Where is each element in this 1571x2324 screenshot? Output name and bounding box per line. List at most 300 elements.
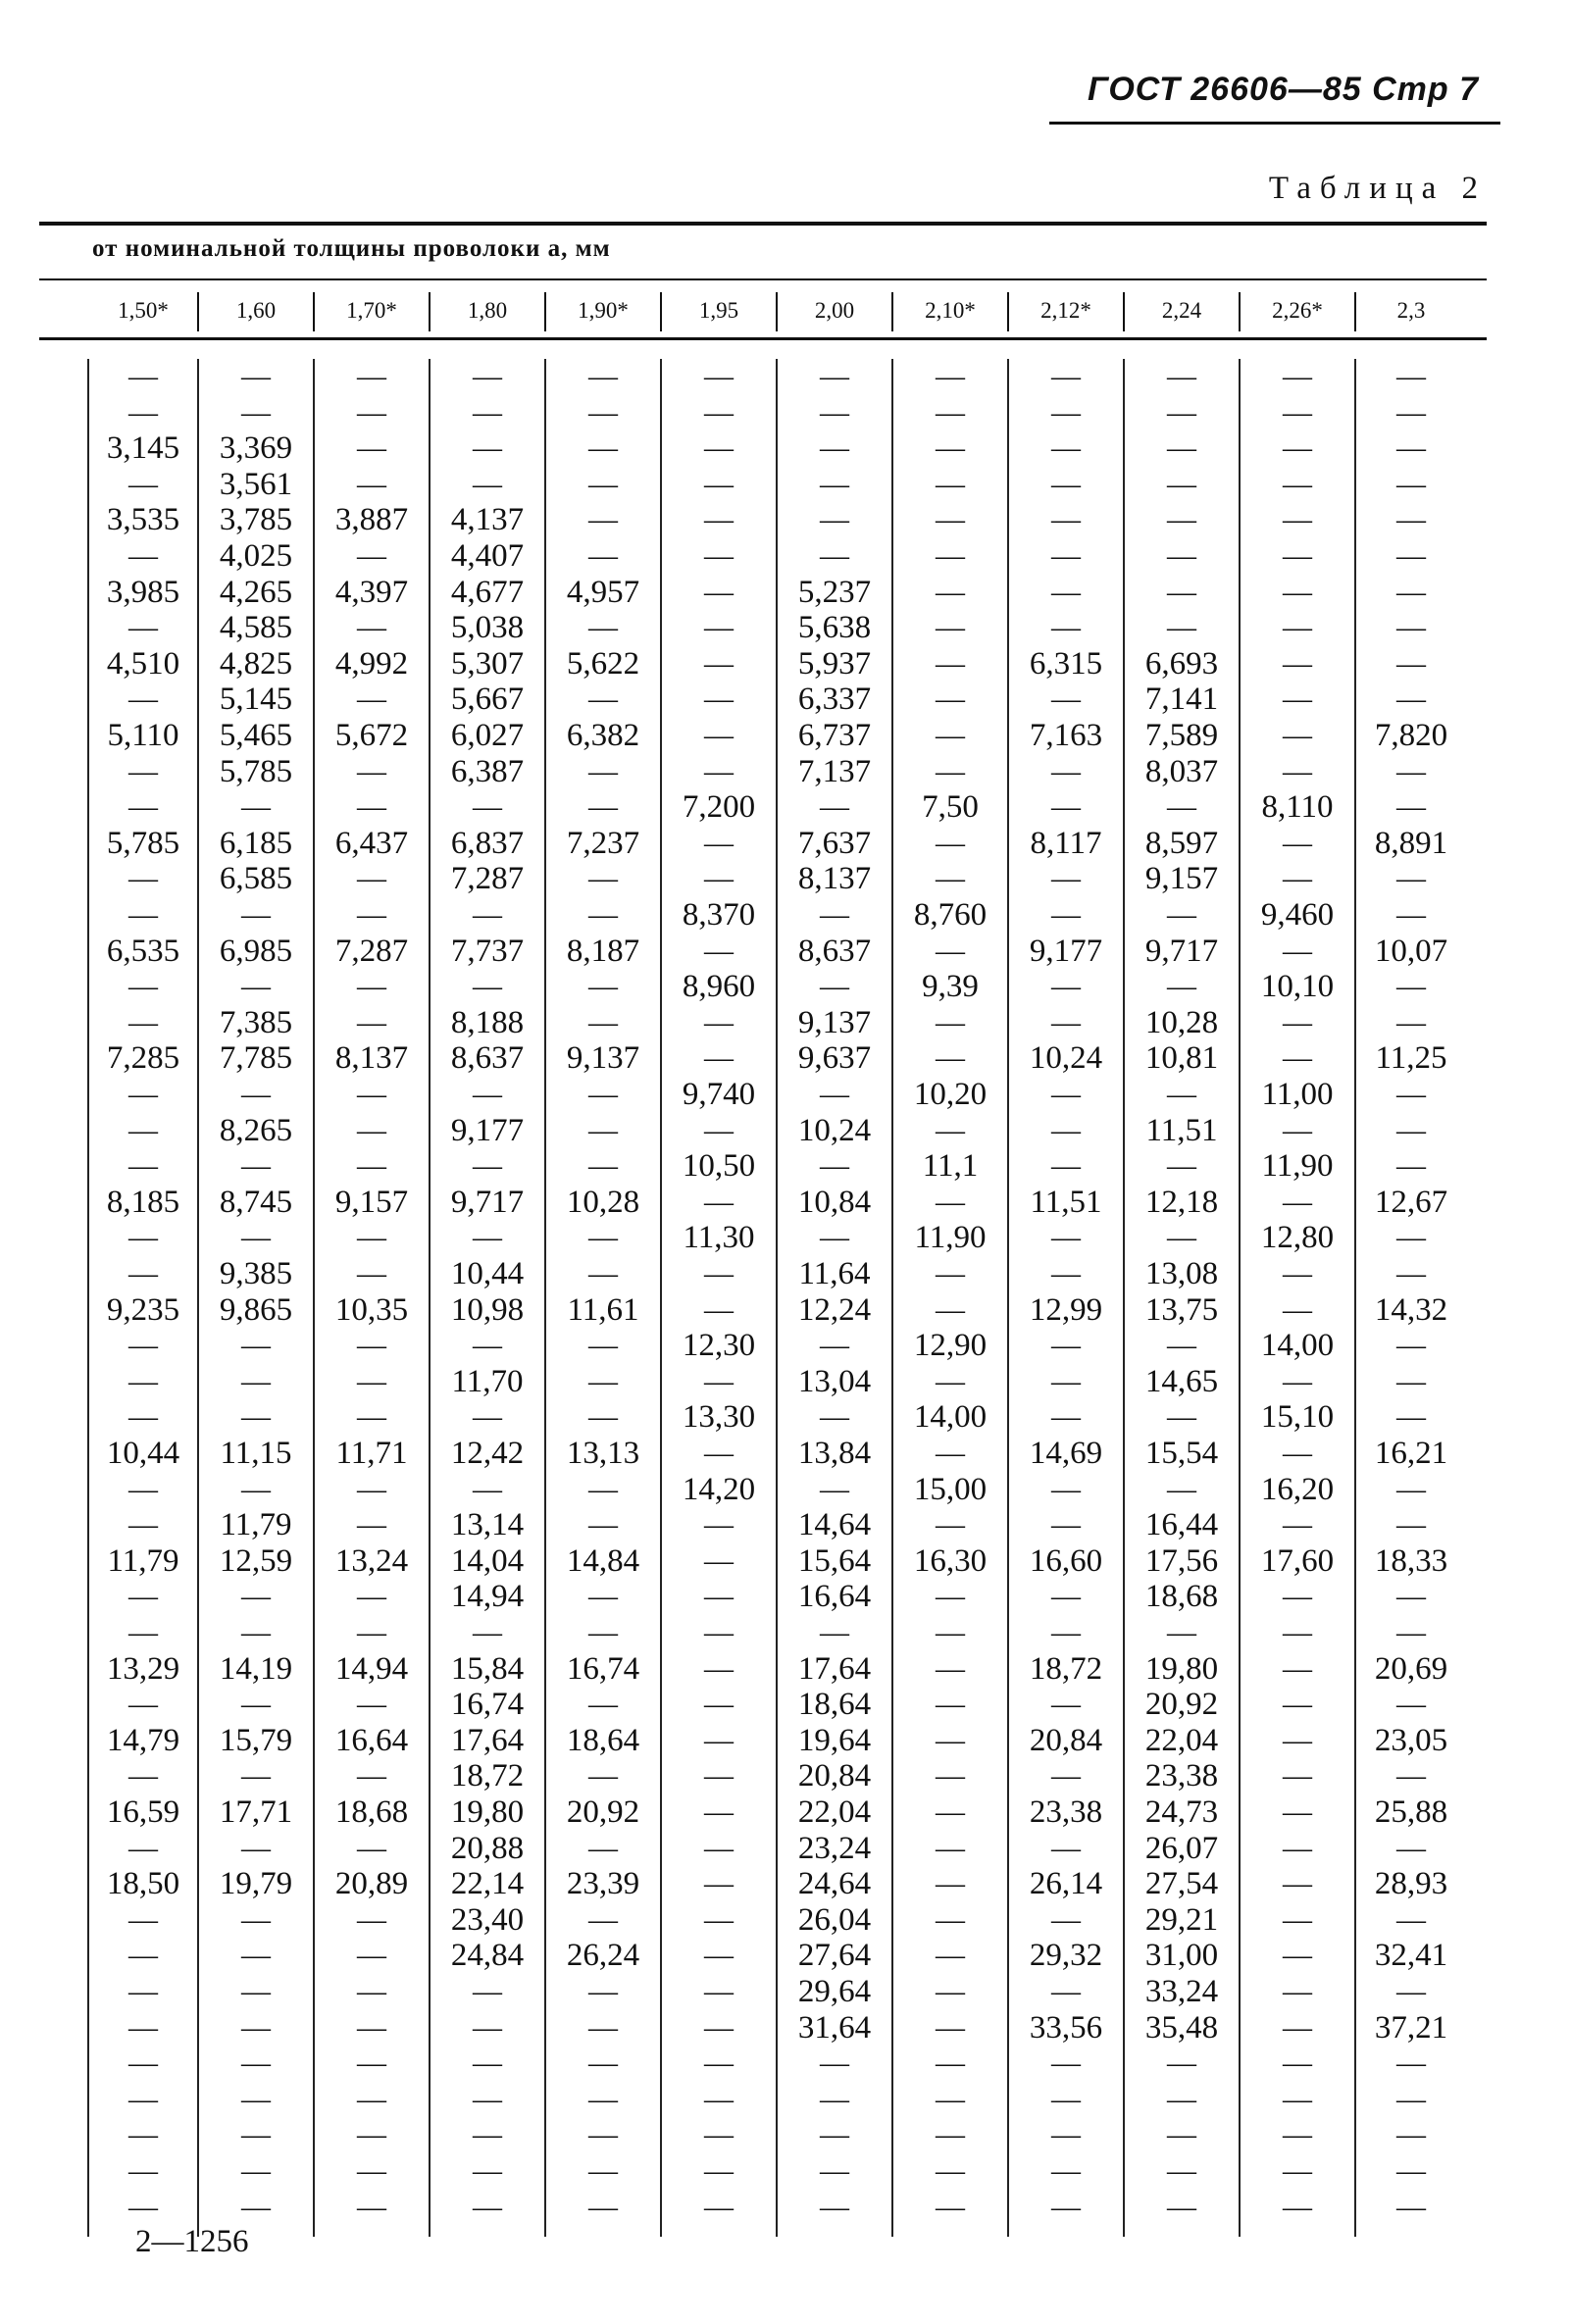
table-cell-empty: — — [1283, 611, 1312, 644]
table-cell-empty: — — [704, 467, 734, 500]
table-cell-empty: — — [588, 1400, 618, 1434]
table-cell: 6,437 — [334, 825, 409, 861]
table-cell: 26,04 — [797, 1901, 872, 1938]
table-cell-empty: — — [588, 682, 618, 716]
table-cell: 7,737 — [450, 933, 525, 969]
table-cell-empty: — — [1167, 2154, 1196, 2187]
table-cell-empty: — — [1396, 2154, 1426, 2187]
table-cell-empty: — — [1396, 1221, 1426, 1254]
table-cell-empty: — — [357, 467, 386, 500]
table-cell: 10,44 — [450, 1256, 525, 1291]
table-cell-empty: — — [1283, 2010, 1312, 2044]
table-cell-empty: — — [241, 1902, 271, 1936]
table-cell-empty: — — [1283, 1831, 1312, 1864]
table-cell-empty: — — [1051, 1400, 1081, 1434]
table-cell-empty: — — [1396, 395, 1426, 429]
table-cell: 19,79 — [219, 1866, 293, 1902]
table-cell-empty: — — [357, 862, 386, 895]
table-cell-empty: — — [588, 1472, 618, 1505]
table-cell-empty: — — [936, 1005, 965, 1038]
table-cell: 16,60 — [1029, 1542, 1103, 1579]
table-cell-empty: — — [357, 1364, 386, 1397]
table-cell: 16,21 — [1374, 1436, 1448, 1471]
table-cell: 5,110 — [107, 718, 179, 753]
table-cell: 24,73 — [1144, 1794, 1219, 1830]
table-cell-empty: — — [241, 1400, 271, 1434]
table-cell-empty: — — [1051, 1831, 1081, 1864]
column-header: 1,90* — [578, 298, 629, 323]
column-header: 1,60 — [235, 298, 277, 323]
table-cell-empty: — — [357, 1508, 386, 1541]
column-header: 2,3 — [1396, 298, 1426, 323]
table-cell-empty: — — [357, 1939, 386, 1972]
table-cell-empty: — — [1051, 1975, 1081, 2007]
table-cell-empty: — — [241, 1831, 271, 1864]
table-cell-empty: — — [704, 1437, 734, 1469]
table-cell-empty: — — [1051, 1078, 1081, 1110]
table-cell-empty: — — [357, 1616, 386, 1648]
table-column — [777, 359, 892, 2222]
table-cell-empty: — — [128, 2010, 158, 2044]
table-cell-empty: — — [588, 862, 618, 895]
table-cell-empty: — — [241, 1939, 271, 1972]
table-cell-empty: — — [357, 431, 386, 465]
table-cell: 6,585 — [219, 861, 293, 897]
table-cell-empty: — — [1283, 862, 1312, 895]
table-cell-empty: — — [1167, 790, 1196, 824]
table-cell-empty: — — [704, 1723, 734, 1756]
table-cell-empty: — — [1396, 862, 1426, 895]
table-cell-empty: — — [473, 1975, 502, 2007]
table-column — [430, 359, 545, 2222]
table-cell-empty: — — [936, 2082, 965, 2115]
table-cell-empty: — — [128, 467, 158, 500]
table-cell-empty: — — [704, 1867, 734, 1900]
table-cell: 9,137 — [797, 1004, 872, 1040]
table-cell: 20,92 — [1144, 1687, 1219, 1723]
table-cell-empty: — — [1051, 1005, 1081, 1038]
table-cell: 18,64 — [566, 1722, 640, 1758]
table-cell-empty: — — [588, 467, 618, 500]
table-cell: 8,960 — [682, 969, 756, 1005]
table-cell: 3,561 — [219, 466, 293, 502]
column-header: 2,26* — [1272, 298, 1323, 323]
table-cell-empty: — — [473, 1078, 502, 1110]
table-cell: 29,64 — [797, 1974, 872, 2009]
table-cell-empty: — — [936, 539, 965, 572]
table-cell-empty: — — [1283, 719, 1312, 751]
table-cell: 19,80 — [1144, 1650, 1219, 1687]
table-cell: 18,33 — [1374, 1542, 1448, 1579]
table-cell-empty: — — [1396, 1580, 1426, 1613]
table-cell: 5,667 — [450, 682, 525, 718]
table-cell: 8,188 — [450, 1004, 525, 1040]
table-cell: 17,71 — [219, 1794, 293, 1830]
table-cell: 9,385 — [219, 1256, 293, 1291]
table-cell: 20,92 — [566, 1794, 640, 1830]
column-header: 2,24 — [1161, 298, 1202, 323]
table-cell: 13,13 — [566, 1436, 640, 1471]
table-cell-empty: — — [704, 1759, 734, 1793]
header-separator — [1354, 292, 1356, 331]
table-cell-empty: — — [128, 1616, 158, 1648]
table-cell-empty: — — [704, 2118, 734, 2151]
table-cell-empty: — — [1051, 1508, 1081, 1541]
table-cell: 15,79 — [219, 1722, 293, 1758]
table-cell: 7,50 — [922, 789, 979, 826]
table-cell-empty: — — [936, 1041, 965, 1075]
table-cell-empty: — — [1396, 754, 1426, 787]
table-cell-empty: — — [1167, 1400, 1196, 1434]
table-cell: 10,24 — [1029, 1040, 1103, 1077]
table-cell-empty: — — [1051, 503, 1081, 536]
table-cell-empty: — — [588, 2118, 618, 2151]
table-cell-empty: — — [473, 2154, 502, 2187]
table-cell: 9,157 — [1144, 861, 1219, 897]
table-cell: 4,407 — [450, 538, 525, 574]
table-cell-empty: — — [936, 1437, 965, 1469]
table-cell-empty: — — [241, 395, 271, 429]
header-separator — [776, 292, 778, 331]
table-cell-empty: — — [1051, 539, 1081, 572]
table-cell: 10,84 — [797, 1184, 872, 1220]
table-cell-empty: — — [820, 790, 849, 824]
table-cell-empty: — — [820, 395, 849, 429]
table-cell: 23,38 — [1029, 1794, 1103, 1830]
table-cell-empty: — — [1283, 431, 1312, 465]
table-cell-empty: — — [936, 2190, 965, 2223]
table-cell: 14,04 — [450, 1542, 525, 1579]
table-cell-empty: — — [241, 1221, 271, 1254]
table-cell-empty: — — [357, 2190, 386, 2223]
table-cell-empty: — — [357, 1759, 386, 1793]
table-cell-empty: — — [936, 575, 965, 608]
table-cell-empty: — — [1051, 1149, 1081, 1183]
table-cell-empty: — — [936, 395, 965, 429]
table-cell: 7,237 — [566, 825, 640, 861]
table-cell-empty: — — [473, 1472, 502, 1505]
table-cell-empty: — — [1051, 790, 1081, 824]
table-cell: 5,622 — [566, 645, 640, 682]
table-cell-empty: — — [936, 360, 965, 392]
table-cell-empty: — — [128, 898, 158, 931]
table-cell-empty: — — [1396, 1005, 1426, 1038]
table-cell-empty: — — [1051, 1759, 1081, 1793]
table-cell: 4,137 — [450, 502, 525, 538]
table-cell: 7,141 — [1144, 682, 1219, 718]
table-cell-empty: — — [1283, 1759, 1312, 1793]
table-column — [88, 359, 198, 2222]
table-cell: 3,785 — [219, 502, 293, 538]
table-cell-empty: — — [357, 611, 386, 644]
table-cell: 9,235 — [106, 1291, 180, 1328]
table-cell-empty: — — [241, 1975, 271, 2007]
table-cell-empty: — — [936, 1113, 965, 1146]
table-cell-empty: — — [936, 1364, 965, 1397]
table-cell-empty: — — [1283, 1113, 1312, 1146]
table-cell: 8,891 — [1374, 825, 1448, 861]
table-cell: 12,99 — [1029, 1291, 1103, 1328]
table-cell-empty: — — [1167, 2118, 1196, 2151]
table-cell: 13,75 — [1144, 1291, 1219, 1328]
table-cell-empty: — — [1396, 1113, 1426, 1146]
table-cell-empty: — — [936, 1580, 965, 1613]
table-cell-empty: — — [1396, 2082, 1426, 2115]
table-cell: 23,24 — [797, 1830, 872, 1866]
table-cell-empty: — — [1283, 1257, 1312, 1289]
table-cell: 6,837 — [450, 825, 525, 861]
table-cell-empty: — — [936, 682, 965, 716]
table-cell-empty: — — [1396, 970, 1426, 1003]
table-cell-empty: — — [588, 1902, 618, 1936]
table-cell-empty: — — [1283, 575, 1312, 608]
table-cell: 6,185 — [219, 825, 293, 861]
table-cell: 11,15 — [220, 1436, 292, 1471]
table-cell: 5,465 — [219, 718, 293, 753]
table-cell: 3,535 — [106, 502, 180, 538]
table-cell-empty: — — [357, 2082, 386, 2115]
table-cell: 22,04 — [1144, 1722, 1219, 1758]
table-cell-empty: — — [128, 1113, 158, 1146]
table-cell-empty: — — [1283, 1723, 1312, 1756]
table-cell: 16,30 — [913, 1542, 988, 1579]
table-cell-empty: — — [1051, 611, 1081, 644]
table-cell: 14,00 — [913, 1399, 988, 1436]
table-cell: 7,287 — [334, 933, 409, 969]
table-cell-empty: — — [1283, 1364, 1312, 1397]
table-cell-empty: — — [704, 1113, 734, 1146]
table-cell-empty: — — [128, 1580, 158, 1613]
table-cell: 16,59 — [106, 1794, 180, 1830]
table-column — [1008, 359, 1124, 2222]
table-cell-empty: — — [820, 360, 849, 392]
table-cell: 8,370 — [682, 897, 756, 933]
table-cell-empty: — — [1283, 682, 1312, 716]
table-cell-empty: — — [1167, 1616, 1196, 1648]
table-cell-empty: — — [128, 790, 158, 824]
table-cell-empty: — — [128, 2190, 158, 2223]
column-header: 1,50* — [118, 298, 169, 323]
table-cell-empty: — — [128, 970, 158, 1003]
table-cell-empty: — — [820, 2046, 849, 2080]
table-cell-empty: — — [588, 1688, 618, 1721]
table-cell-empty: — — [357, 1329, 386, 1362]
table-cell-empty: — — [704, 646, 734, 680]
table-cell-empty: — — [128, 1508, 158, 1541]
table-cell: 9,137 — [566, 1040, 640, 1077]
table-cell-empty: — — [588, 2190, 618, 2223]
table-cell: 14,32 — [1374, 1291, 1448, 1328]
table-cell: 20,89 — [334, 1866, 409, 1902]
table-cell-empty: — — [704, 1185, 734, 1218]
table-cell-empty: — — [1283, 1041, 1312, 1075]
table-cell-empty: — — [1396, 682, 1426, 716]
table-cell-empty: — — [1167, 360, 1196, 392]
table-cell-empty: — — [936, 754, 965, 787]
table-cell-empty: — — [1167, 1472, 1196, 1505]
table-cell: 6,027 — [450, 718, 525, 753]
table-cell-empty: — — [820, 1400, 849, 1434]
table-cell-empty: — — [936, 2154, 965, 2187]
table-cell: 10,81 — [1144, 1040, 1219, 1077]
table-cell-empty: — — [473, 790, 502, 824]
table-cell-empty: — — [704, 1616, 734, 1648]
table-cell-empty: — — [1051, 1364, 1081, 1397]
table-cell: 8,110 — [1261, 789, 1334, 826]
table-cell-empty: — — [704, 2190, 734, 2223]
table-column — [1240, 359, 1355, 2222]
table-cell: 11,71 — [335, 1436, 408, 1471]
table-cell-empty: — — [704, 2010, 734, 2044]
table-cell-empty: — — [1396, 503, 1426, 536]
table-cell: 33,56 — [1029, 2009, 1103, 2046]
table-cell-empty: — — [1283, 395, 1312, 429]
table-cell-empty: — — [1283, 1688, 1312, 1721]
table-cell-empty: — — [936, 431, 965, 465]
table-cell: 18,72 — [450, 1758, 525, 1794]
table-cell: 4,992 — [334, 645, 409, 682]
table-cell-empty: — — [1283, 2046, 1312, 2080]
table-cell: 7,163 — [1029, 718, 1103, 753]
table-cell-empty: — — [128, 1472, 158, 1505]
table-cell-empty: — — [357, 1472, 386, 1505]
table-cell-empty: — — [704, 1257, 734, 1289]
table-cell: 6,337 — [797, 682, 872, 718]
table-cell-empty: — — [1283, 2118, 1312, 2151]
table-cell: 20,69 — [1374, 1650, 1448, 1687]
table-cell-empty: — — [357, 395, 386, 429]
table-cell: 25,88 — [1374, 1794, 1448, 1830]
table-cell-empty: — — [1396, 1400, 1426, 1434]
table-cell-empty: — — [1396, 1472, 1426, 1505]
table-cell: 15,54 — [1144, 1436, 1219, 1471]
table-cell-empty: — — [357, 360, 386, 392]
table-column — [892, 359, 1008, 2222]
table-cell: 6,382 — [566, 718, 640, 753]
table-cell: 11,79 — [107, 1542, 179, 1579]
table-cell: 9,39 — [922, 969, 979, 1005]
table-cell-empty: — — [1283, 934, 1312, 967]
table-cell-empty: — — [820, 1078, 849, 1110]
table-cell-empty: — — [1167, 1078, 1196, 1110]
header-separator — [660, 292, 662, 331]
table-cell-empty: — — [357, 539, 386, 572]
table-cell: 12,42 — [450, 1436, 525, 1471]
table-cell: 20,84 — [1029, 1722, 1103, 1758]
table-cell: 17,56 — [1144, 1542, 1219, 1579]
table-cell-empty: — — [1051, 467, 1081, 500]
table-cell-empty: — — [1167, 611, 1196, 644]
table-cell-empty: — — [588, 1149, 618, 1183]
table-cell: 12,67 — [1374, 1184, 1448, 1220]
table-cell-empty: — — [1167, 970, 1196, 1003]
table-cell-empty: — — [128, 1221, 158, 1254]
table-cell-empty: — — [936, 503, 965, 536]
table-cell-empty: — — [1051, 970, 1081, 1003]
table-cell-empty: — — [357, 1221, 386, 1254]
table-cell-empty: — — [128, 1364, 158, 1397]
table-cell: 33,24 — [1144, 1974, 1219, 2009]
table-cell-empty: — — [241, 1472, 271, 1505]
table-cell-empty: — — [1396, 575, 1426, 608]
table-cell: 11,30 — [683, 1220, 755, 1256]
table-cell: 6,315 — [1029, 645, 1103, 682]
table-cell: 7,820 — [1374, 718, 1448, 753]
table-cell-empty: — — [704, 611, 734, 644]
table-cell-empty: — — [128, 1329, 158, 1362]
table-cell: 14,84 — [566, 1542, 640, 1579]
table-cell-empty: — — [588, 1616, 618, 1648]
table-cell-empty: — — [936, 1939, 965, 1972]
table-cell: 20,84 — [797, 1758, 872, 1794]
table-cell-empty: — — [704, 2046, 734, 2080]
table-column — [314, 359, 430, 2222]
table-cell-empty: — — [704, 1975, 734, 2007]
table-cell: 10,10 — [1260, 969, 1335, 1005]
table-cell: 32,41 — [1374, 1938, 1448, 1974]
table-cell-empty: — — [1051, 1902, 1081, 1936]
table-cell: 17,64 — [797, 1650, 872, 1687]
table-cell-empty: — — [1051, 1472, 1081, 1505]
table-cell-empty: — — [1051, 1580, 1081, 1613]
table-cell-empty: — — [128, 1902, 158, 1936]
table-cell: 13,24 — [334, 1542, 409, 1579]
table-cell-empty: — — [1051, 2154, 1081, 2187]
table-cell-empty: — — [1396, 431, 1426, 465]
table-cell: 7,285 — [106, 1040, 180, 1077]
table-cell: 5,785 — [106, 825, 180, 861]
table-cell-empty: — — [588, 1257, 618, 1289]
table-cell: 14,65 — [1144, 1363, 1219, 1399]
table-cell: 10,28 — [566, 1184, 640, 1220]
table-cell-empty: — — [1396, 539, 1426, 572]
table-cell-empty: — — [588, 1759, 618, 1793]
table-cell-empty: — — [1167, 898, 1196, 931]
table-cell: 9,717 — [1144, 933, 1219, 969]
table-cell-empty: — — [820, 539, 849, 572]
header-separator — [429, 292, 431, 331]
table-cell-empty: — — [241, 1078, 271, 1110]
table-cell: 7,287 — [450, 861, 525, 897]
table-cell-empty: — — [704, 1364, 734, 1397]
table-cell-empty: — — [241, 2190, 271, 2223]
table-cell: 18,64 — [797, 1687, 872, 1723]
table-cell: 10,24 — [797, 1112, 872, 1148]
table-cell-empty: — — [357, 1902, 386, 1936]
table-cell-empty: — — [241, 1688, 271, 1721]
header-separator — [1123, 292, 1125, 331]
table-cell: 9,177 — [1029, 933, 1103, 969]
table-cell: 7,589 — [1144, 718, 1219, 753]
table-cell-empty: — — [820, 503, 849, 536]
table-cell-empty: — — [1283, 360, 1312, 392]
table-cell: 26,24 — [566, 1938, 640, 1974]
table-cell-empty: — — [1283, 2190, 1312, 2223]
table-cell-empty: — — [1167, 2046, 1196, 2080]
table-cell-empty: — — [241, 1759, 271, 1793]
table-cell-empty: — — [473, 2046, 502, 2080]
table-cell-empty: — — [1283, 2154, 1312, 2187]
table-cell-empty: — — [357, 1975, 386, 2007]
table-cell-empty: — — [128, 1975, 158, 2007]
table-cell-empty: — — [704, 1651, 734, 1685]
table-cell: 8,117 — [1030, 825, 1102, 861]
table-cell-empty: — — [820, 2154, 849, 2187]
table-cell: 4,397 — [334, 574, 409, 610]
table-cell: 14,69 — [1029, 1436, 1103, 1471]
table-cell-empty: — — [128, 682, 158, 716]
table-column — [1124, 359, 1240, 2222]
